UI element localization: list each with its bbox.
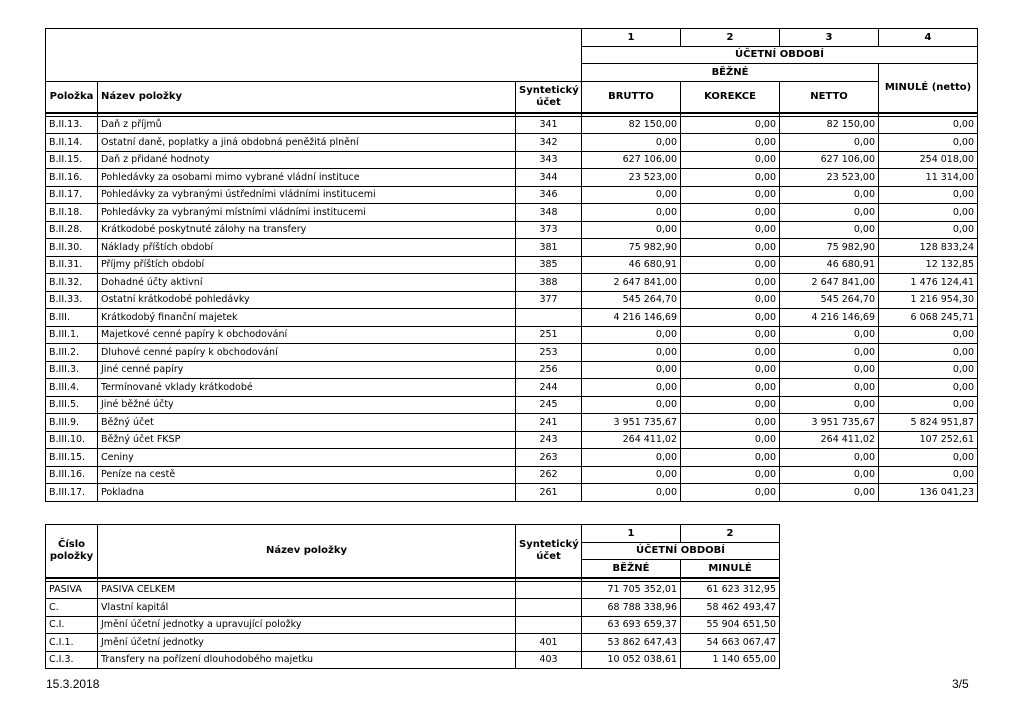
table-cell: 253	[516, 344, 582, 362]
table-cell: Ostatní daně, poplatky a jiná obdobná peněžitá plnění	[98, 134, 516, 152]
table-cell: B.II.33.	[46, 291, 98, 309]
table-cell: 385	[516, 256, 582, 274]
table-row	[46, 431, 978, 449]
table-cell: 136 041,23	[879, 484, 978, 502]
table-cell: 0,00	[681, 116, 780, 134]
table-cell: 0,00	[780, 396, 879, 414]
table-cell	[516, 599, 582, 617]
table-cell: PASIVA	[46, 581, 98, 599]
table-cell: 0,00	[582, 326, 681, 344]
table-cell: 0,00	[681, 256, 780, 274]
table-cell: Majetkové cenné papíry k obchodování	[98, 326, 516, 344]
table-cell: 1 140 655,00	[681, 651, 780, 669]
table-cell: 0,00	[681, 239, 780, 257]
table-cell: 0,00	[681, 169, 780, 187]
table-cell: 373	[516, 221, 582, 239]
table-cell: 3 951 735,67	[582, 414, 681, 432]
table-cell: 0,00	[681, 379, 780, 397]
table-cell: 4 216 146,69	[582, 309, 681, 327]
header-account: Syntetický účet	[516, 525, 582, 578]
table-cell: 0,00	[780, 484, 879, 502]
header-current: BĚŽNÉ	[582, 560, 681, 578]
table-cell: 263	[516, 449, 582, 467]
table-cell: 71 705 352,01	[582, 581, 681, 599]
table-cell: 4 216 146,69	[780, 309, 879, 327]
table-cell: 0,00	[582, 134, 681, 152]
table-cell: Pohledávky za vybranými ústředními vládními institucemi	[98, 186, 516, 204]
table-cell: B.II.30.	[46, 239, 98, 257]
table-row	[46, 651, 780, 669]
table-cell: 0,00	[681, 466, 780, 484]
table-cell: Běžný účet	[98, 414, 516, 432]
table-cell: Náklady příštích období	[98, 239, 516, 257]
table-cell: 10 052 038,61	[582, 651, 681, 669]
table-cell: 243	[516, 431, 582, 449]
table-cell: Jiné cenné papíry	[98, 361, 516, 379]
table-cell: 545 264,70	[780, 291, 879, 309]
table-cell: 627 106,00	[780, 151, 879, 169]
table-cell: 0,00	[582, 466, 681, 484]
table-row	[46, 634, 780, 652]
previous-period-header: MINULÉ (netto)	[879, 64, 978, 113]
table-cell: 0,00	[780, 186, 879, 204]
table-cell: 0,00	[780, 134, 879, 152]
table-cell: Běžný účet FKSP	[98, 431, 516, 449]
liabilities-table	[45, 524, 780, 669]
table-cell: B.III.3.	[46, 361, 98, 379]
table-cell: Pohledávky za vybranými místními vládními institucemi	[98, 204, 516, 222]
table-cell: 0,00	[681, 414, 780, 432]
table-cell: 2 647 841,00	[780, 274, 879, 292]
table-row	[46, 309, 978, 327]
table-cell: Dluhové cenné papíry k obchodování	[98, 344, 516, 362]
table-cell: 0,00	[582, 204, 681, 222]
table-cell: Pokladna	[98, 484, 516, 502]
table-cell: 0,00	[681, 309, 780, 327]
table-cell: 1 476 124,41	[879, 274, 978, 292]
table-cell: 0,00	[582, 221, 681, 239]
table-cell: 0,00	[681, 274, 780, 292]
table-row	[46, 616, 780, 634]
table-cell: 0,00	[879, 221, 978, 239]
table-cell: 0,00	[582, 361, 681, 379]
table-cell: B.III.1.	[46, 326, 98, 344]
table-cell: 545 264,70	[582, 291, 681, 309]
table-cell: 0,00	[879, 379, 978, 397]
table-row	[46, 239, 978, 257]
table-cell: 11 314,00	[879, 169, 978, 187]
table-cell: B.III.9.	[46, 414, 98, 432]
table-cell: 0,00	[681, 204, 780, 222]
table-cell: B.III.5.	[46, 396, 98, 414]
table-cell: 251	[516, 326, 582, 344]
table-cell: 0,00	[879, 204, 978, 222]
table-cell: 388	[516, 274, 582, 292]
table-row	[46, 484, 978, 502]
table-cell: C.I.	[46, 616, 98, 634]
table-cell: B.II.15.	[46, 151, 98, 169]
table-row	[46, 256, 978, 274]
header-blank	[46, 29, 582, 82]
table-cell: 0,00	[582, 344, 681, 362]
table-cell: 0,00	[780, 361, 879, 379]
table-cell: Peníze na cestě	[98, 466, 516, 484]
table-cell: 75 982,90	[582, 239, 681, 257]
table-cell: 0,00	[879, 344, 978, 362]
table-cell: B.III.	[46, 309, 98, 327]
table-cell: 262	[516, 466, 582, 484]
table-cell: Daň z přidané hodnoty	[98, 151, 516, 169]
col-number-1: 1	[582, 29, 681, 47]
table-cell: C.	[46, 599, 98, 617]
table-cell: 0,00	[582, 484, 681, 502]
table-cell: 1 216 954,30	[879, 291, 978, 309]
table-row	[46, 581, 780, 599]
table-row	[46, 379, 978, 397]
table-cell: 264 411,02	[780, 431, 879, 449]
table-cell: 55 904 651,50	[681, 616, 780, 634]
header-korekce: KOREKCE	[681, 81, 780, 113]
page-number: 3/5	[952, 677, 969, 691]
table-cell: 254 018,00	[879, 151, 978, 169]
table-cell: 0,00	[780, 379, 879, 397]
table-cell: 0,00	[780, 204, 879, 222]
table-cell: 344	[516, 169, 582, 187]
table-row	[46, 361, 978, 379]
table-row	[46, 116, 978, 134]
table-cell: Jiné běžné účty	[98, 396, 516, 414]
table-cell: B.III.10.	[46, 431, 98, 449]
table-cell: Jmění účetní jednotky	[98, 634, 516, 652]
table-cell: B.II.32.	[46, 274, 98, 292]
table-cell: B.II.17.	[46, 186, 98, 204]
table-row	[46, 151, 978, 169]
table-row	[46, 169, 978, 187]
table-cell: 0,00	[879, 466, 978, 484]
table-cell: 2 647 841,00	[582, 274, 681, 292]
table-cell: 61 623 312,95	[681, 581, 780, 599]
table-cell: Dohadné účty aktivní	[98, 274, 516, 292]
header-previous: MINULÉ	[681, 560, 780, 578]
table-cell: Příjmy příštích období	[98, 256, 516, 274]
table-cell: 63 693 659,37	[582, 616, 681, 634]
table-cell: Termínované vklady krátkodobé	[98, 379, 516, 397]
table-cell: B.II.18.	[46, 204, 98, 222]
table-cell: 82 150,00	[582, 116, 681, 134]
table-cell: Vlastní kapitál	[98, 599, 516, 617]
table-cell: 0,00	[681, 221, 780, 239]
table-cell: B.III.2.	[46, 344, 98, 362]
table-row	[46, 204, 978, 222]
table-cell: 0,00	[879, 186, 978, 204]
table-cell: C.I.3.	[46, 651, 98, 669]
table-cell: 348	[516, 204, 582, 222]
table-row	[46, 274, 978, 292]
table-cell: 46 680,91	[780, 256, 879, 274]
table-cell: 0,00	[780, 344, 879, 362]
table-cell: 0,00	[780, 221, 879, 239]
assets-table	[45, 28, 978, 502]
table-cell: 403	[516, 651, 582, 669]
table-cell: 0,00	[780, 326, 879, 344]
table-cell: 0,00	[681, 431, 780, 449]
table-cell: 0,00	[879, 134, 978, 152]
header-item-number: Číslo položky	[46, 525, 98, 578]
table-cell: 46 680,91	[582, 256, 681, 274]
period-header: ÚČETNÍ OBDOBÍ	[582, 542, 780, 560]
table-row	[46, 221, 978, 239]
table-cell: 0,00	[879, 326, 978, 344]
table-cell: 68 788 338,96	[582, 599, 681, 617]
col-number-2: 2	[681, 29, 780, 47]
table-cell: 346	[516, 186, 582, 204]
table-row	[46, 326, 978, 344]
table-cell: B.III.17.	[46, 484, 98, 502]
table-cell: 0,00	[681, 291, 780, 309]
table-cell: 0,00	[780, 466, 879, 484]
table-cell: Pohledávky za osobami mimo vybrané vládní instituce	[98, 169, 516, 187]
table-cell: 264 411,02	[582, 431, 681, 449]
table-cell: 0,00	[681, 326, 780, 344]
col-number-3: 3	[780, 29, 879, 47]
table-row	[46, 449, 978, 467]
table-cell: 5 824 951,87	[879, 414, 978, 432]
table-row	[46, 291, 978, 309]
table-cell: 82 150,00	[780, 116, 879, 134]
header-name: Název položky	[98, 81, 516, 113]
table-cell: 128 833,24	[879, 239, 978, 257]
header-brutto: BRUTTO	[582, 81, 681, 113]
header-account: Syntetický účet	[516, 81, 582, 113]
table-cell: 0,00	[780, 449, 879, 467]
table-cell: 261	[516, 484, 582, 502]
table-cell: 0,00	[582, 396, 681, 414]
table-cell: 0,00	[879, 396, 978, 414]
footer-date: 15.3.2018	[46, 677, 100, 691]
table-cell: Ceniny	[98, 449, 516, 467]
table-row	[46, 134, 978, 152]
table-cell: B.II.13.	[46, 116, 98, 134]
header-name: Název položky	[98, 525, 516, 578]
table-cell: 107 252,61	[879, 431, 978, 449]
table-cell: Krátkodobý finanční majetek	[98, 309, 516, 327]
table-cell: 54 663 067,47	[681, 634, 780, 652]
table-cell: 343	[516, 151, 582, 169]
table-cell: 341	[516, 116, 582, 134]
table-cell: B.II.14.	[46, 134, 98, 152]
table-row	[46, 414, 978, 432]
table-cell: Daň z příjmů	[98, 116, 516, 134]
table-cell: 0,00	[681, 361, 780, 379]
table-cell	[516, 309, 582, 327]
table-cell: 0,00	[879, 361, 978, 379]
table-cell: B.II.28.	[46, 221, 98, 239]
table-cell: 0,00	[681, 484, 780, 502]
table-cell: B.III.4.	[46, 379, 98, 397]
table-cell: 75 982,90	[780, 239, 879, 257]
table-cell: 58 462 493,47	[681, 599, 780, 617]
table-cell: 0,00	[879, 116, 978, 134]
table-cell: 241	[516, 414, 582, 432]
table-row	[46, 344, 978, 362]
table-cell	[516, 581, 582, 599]
table-cell: 0,00	[681, 151, 780, 169]
table-cell: B.III.15.	[46, 449, 98, 467]
table-cell: 0,00	[582, 379, 681, 397]
table-cell: Krátkodobé poskytnuté zálohy na transfery	[98, 221, 516, 239]
table-cell: B.II.31.	[46, 256, 98, 274]
col-number-2: 2	[681, 525, 780, 543]
table-cell: 3 951 735,67	[780, 414, 879, 432]
table-cell: 0,00	[582, 186, 681, 204]
table-cell: 0,00	[681, 449, 780, 467]
table-cell: 377	[516, 291, 582, 309]
table-cell: 0,00	[582, 449, 681, 467]
table-row	[46, 186, 978, 204]
table-cell: 256	[516, 361, 582, 379]
table-cell: B.III.16.	[46, 466, 98, 484]
table-cell: 0,00	[681, 134, 780, 152]
table-cell: B.II.16.	[46, 169, 98, 187]
table-row	[46, 466, 978, 484]
table-cell: 381	[516, 239, 582, 257]
table-cell: Jmění účetní jednotky a upravující položky	[98, 616, 516, 634]
table-cell: 0,00	[879, 449, 978, 467]
table-cell: 12 132,85	[879, 256, 978, 274]
table-cell: 6 068 245,71	[879, 309, 978, 327]
table-cell: 342	[516, 134, 582, 152]
table-cell: 23 523,00	[582, 169, 681, 187]
table-cell: 245	[516, 396, 582, 414]
table-cell: 0,00	[681, 344, 780, 362]
table-cell: 244	[516, 379, 582, 397]
table-cell: 627 106,00	[582, 151, 681, 169]
col-number-4: 4	[879, 29, 978, 47]
header-item: Položka	[46, 81, 98, 113]
table-cell: 0,00	[681, 396, 780, 414]
table-cell: Ostatní krátkodobé pohledávky	[98, 291, 516, 309]
table-cell: 23 523,00	[780, 169, 879, 187]
table-cell: Transfery na pořízení dlouhodobého majetku	[98, 651, 516, 669]
table-cell: PASIVA CELKEM	[98, 581, 516, 599]
table-cell: 401	[516, 634, 582, 652]
table-row	[46, 396, 978, 414]
current-period-header: BĚŽNÉ	[582, 64, 879, 82]
header-netto: NETTO	[780, 81, 879, 113]
period-header: ÚČETNÍ OBDOBÍ	[582, 46, 978, 64]
table-cell: 0,00	[681, 186, 780, 204]
table-cell: 53 862 647,43	[582, 634, 681, 652]
table-row	[46, 599, 780, 617]
table-cell: C.I.1.	[46, 634, 98, 652]
table-cell	[516, 616, 582, 634]
col-number-1: 1	[582, 525, 681, 543]
